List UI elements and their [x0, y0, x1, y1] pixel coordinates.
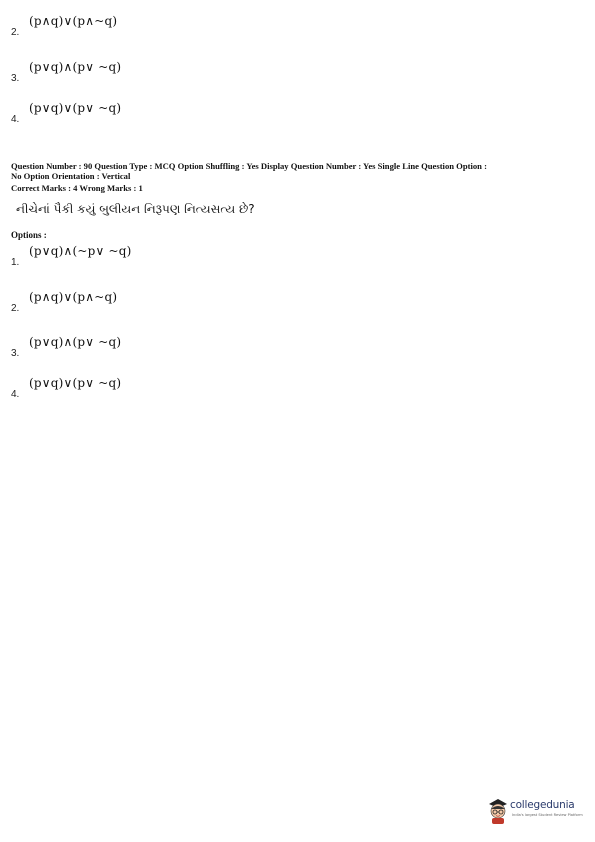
- student-mascot-icon: [486, 795, 510, 825]
- option-expression: (p∨q)∨(p∨ ~q): [29, 376, 122, 390]
- logo-tagline: India's largest Student Review Platform: [512, 813, 583, 817]
- option-number: 4.: [11, 389, 20, 400]
- option-number: 1.: [11, 257, 20, 268]
- option-expression: (p∨q)∧(~p∨ ~q): [29, 244, 132, 258]
- question-meta-line-1: Question Number : 90 Question Type : MCQ Option Shuffling : Yes Display Question Number : Yes Single Line Question Option :: [11, 161, 487, 171]
- options-label: Options :: [11, 230, 47, 240]
- question-text: નીચેનાં પૈકી કયું બુલીયન નિરૂપણ નિત્યસત્ય છે?: [16, 202, 255, 216]
- question-meta-line-2: No Option Orientation : Vertical: [11, 171, 131, 181]
- option-expression: (p∨q)∧(p∨ ~q): [29, 60, 122, 74]
- option-number: 2.: [11, 27, 20, 38]
- option-expression: (p∨q)∨(p∨ ~q): [29, 101, 122, 115]
- option-expression: (p∧q)∨(p∧~q): [29, 14, 118, 28]
- option-expression: (p∨q)∧(p∨ ~q): [29, 335, 122, 349]
- option-number: 3.: [11, 73, 20, 84]
- option-number: 2.: [11, 303, 20, 314]
- option-number: 4.: [11, 114, 20, 125]
- question-marks: Correct Marks : 4 Wrong Marks : 1: [11, 183, 143, 193]
- collegedunia-logo: [486, 795, 586, 827]
- logo-brand-text: collegedunia: [510, 799, 575, 811]
- option-number: 3.: [11, 348, 20, 359]
- option-expression: (p∧q)∨(p∧~q): [29, 290, 118, 304]
